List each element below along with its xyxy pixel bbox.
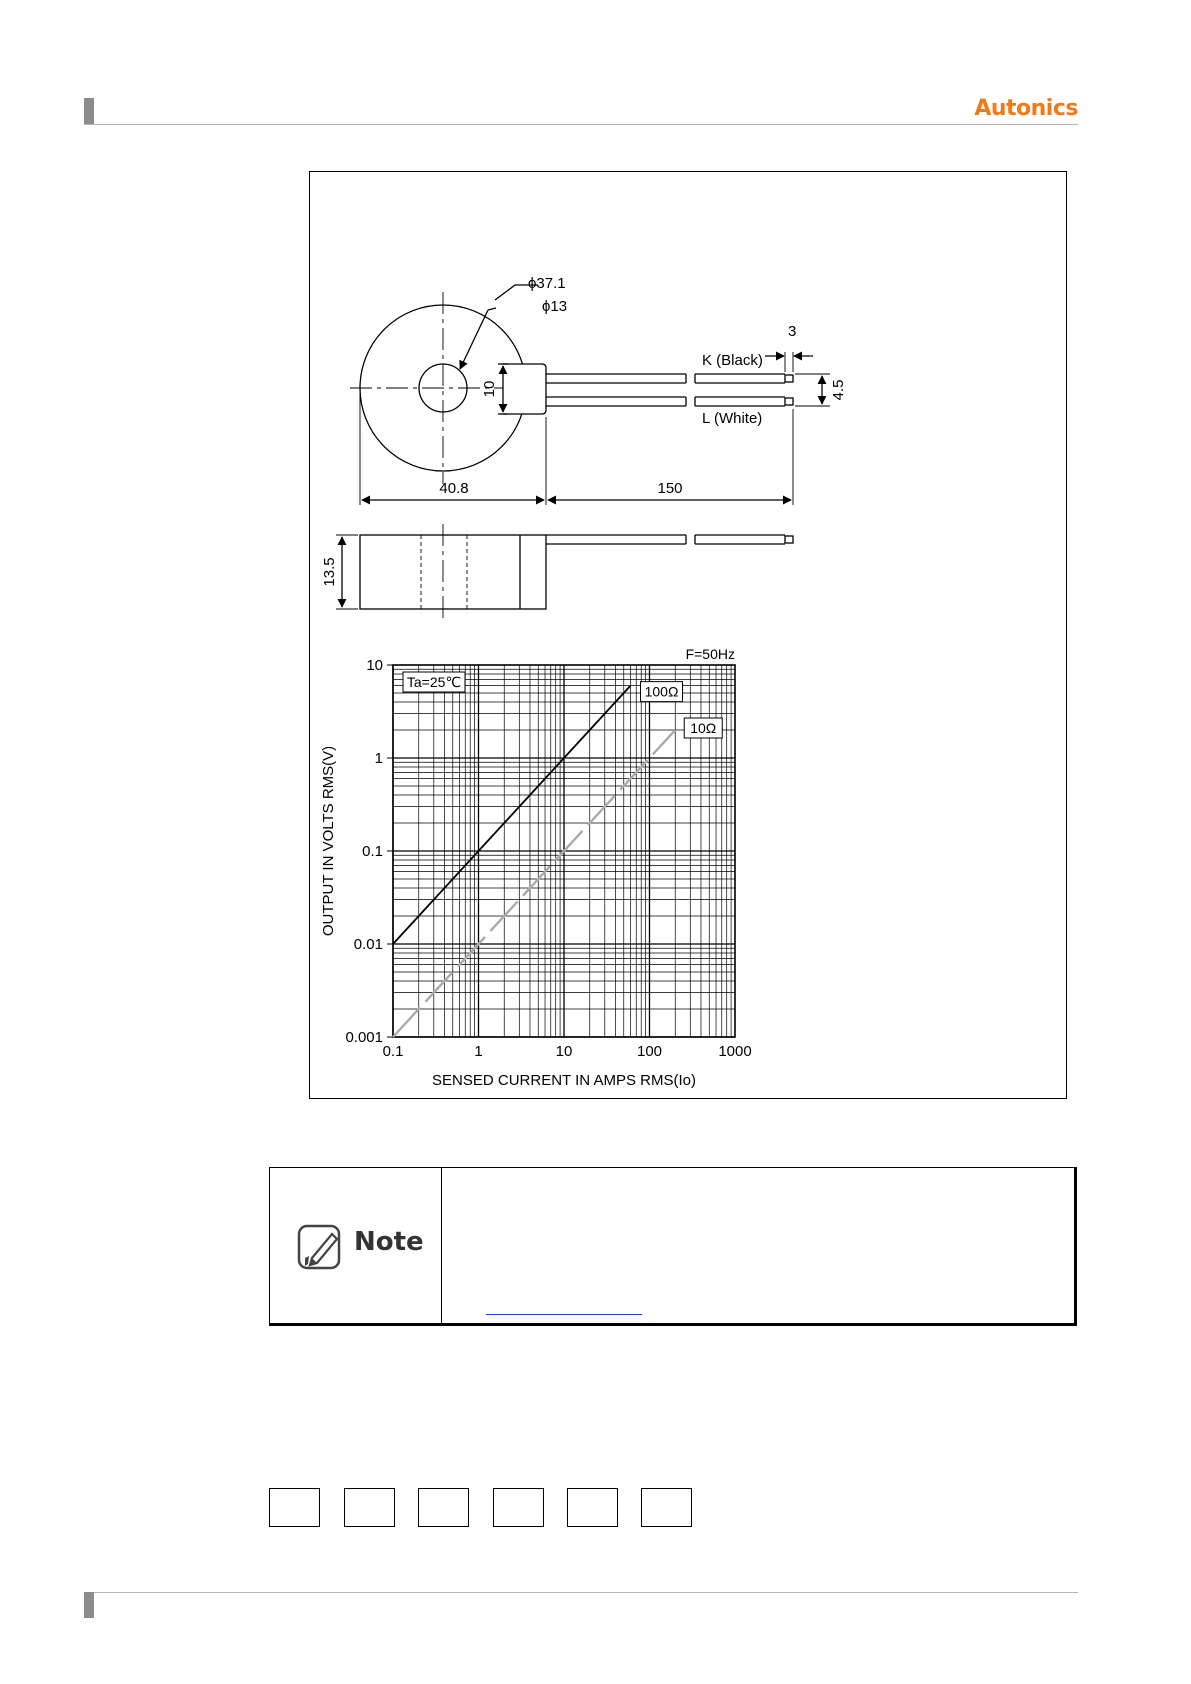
chart-series bbox=[393, 686, 675, 1037]
dim-lead-length: 150 bbox=[657, 480, 683, 497]
dim-outer-diameter: ϕ37.1 bbox=[528, 275, 566, 292]
note-label: Note bbox=[354, 1227, 424, 1257]
note-box bbox=[269, 1167, 1077, 1326]
footer-accent-bar bbox=[84, 1592, 94, 1618]
brand-logo: Autonics bbox=[974, 96, 1078, 121]
series-label: 10Ω bbox=[690, 720, 717, 737]
empty-box-6 bbox=[641, 1488, 692, 1527]
empty-box-1 bbox=[269, 1488, 320, 1527]
dim-body-width: 40.8 bbox=[439, 480, 469, 497]
empty-box-3 bbox=[418, 1488, 469, 1527]
y-tick-label: 1 bbox=[374, 750, 383, 767]
header-rule bbox=[84, 124, 1078, 125]
x-tick-label: 100 bbox=[636, 1043, 663, 1060]
y-tick-label: 0.1 bbox=[362, 843, 383, 860]
top-view-labels bbox=[321, 275, 847, 587]
x-axis-label: SENSED CURRENT IN AMPS RMS(Io) bbox=[432, 1072, 696, 1089]
y-axis-label: OUTPUT IN VOLTS RMS(V) bbox=[320, 745, 337, 937]
lead-k-label: K (Black) bbox=[702, 352, 763, 369]
y-tick-label: 10 bbox=[366, 657, 383, 674]
footer-rule bbox=[84, 1592, 1078, 1593]
dim-terminal-gap: 3 bbox=[788, 323, 797, 340]
x-tick-label: 10 bbox=[555, 1043, 573, 1060]
figure-svg bbox=[310, 172, 1068, 1100]
temperature-annotation: Ta=25℃ bbox=[406, 674, 462, 690]
note-link-underline[interactable] bbox=[486, 1314, 642, 1315]
y-tick-label: 0.01 bbox=[353, 936, 383, 953]
x-tick-label: 1000 bbox=[718, 1043, 752, 1060]
note-body bbox=[458, 1188, 1054, 1303]
dim-height: 13.5 bbox=[321, 557, 338, 587]
dim-block: 10 bbox=[481, 380, 498, 398]
x-tick-label: 1 bbox=[474, 1043, 483, 1060]
side-view bbox=[336, 524, 793, 620]
y-tick-label: 0.001 bbox=[345, 1029, 383, 1046]
header-accent-bar bbox=[84, 98, 94, 125]
product-figure bbox=[309, 171, 1067, 1099]
empty-box-2 bbox=[344, 1488, 395, 1527]
dim-lead-spacing: 4.5 bbox=[830, 379, 847, 401]
note-label-cell bbox=[270, 1168, 442, 1323]
frequency-annotation: F=50Hz bbox=[685, 646, 735, 662]
series-label: 100Ω bbox=[644, 683, 679, 700]
empty-box-5 bbox=[567, 1488, 618, 1527]
empty-box-4 bbox=[493, 1488, 544, 1527]
series-line-100ohm bbox=[393, 686, 631, 944]
output-chart bbox=[320, 646, 752, 1089]
lead-l-label: L (White) bbox=[702, 410, 763, 427]
dim-hole-diameter: ϕ13 bbox=[542, 298, 568, 315]
top-view bbox=[350, 285, 830, 505]
series-line-10ohm bbox=[393, 730, 675, 1037]
x-tick-label: 0.1 bbox=[382, 1043, 404, 1060]
note-pencil-icon bbox=[297, 1222, 343, 1272]
